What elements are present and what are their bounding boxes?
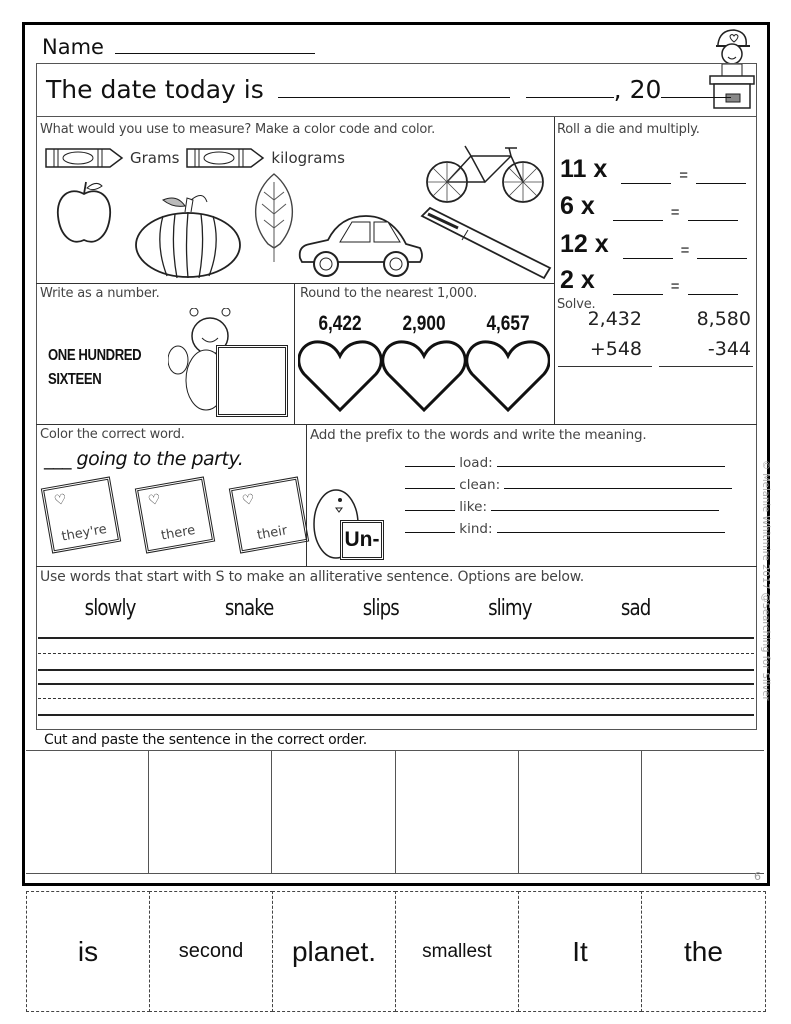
multiply-problems xyxy=(560,148,756,295)
addend-bottom: +548 xyxy=(589,338,642,360)
round-prompt: Round to the nearest 1,000. xyxy=(300,286,478,301)
cut-paste-prompt: Cut and paste the sentence in the correct order. xyxy=(44,732,367,748)
word-card[interactable] xyxy=(641,891,766,1012)
subtraction-problem xyxy=(659,308,753,367)
round-item xyxy=(466,312,550,416)
factor: 6 xyxy=(560,192,574,220)
heart-icon: ♡ xyxy=(52,491,68,510)
equals-sign: = xyxy=(670,204,680,221)
card-word: is xyxy=(77,935,99,967)
option-word: slips xyxy=(362,596,399,621)
clipboard-option[interactable] xyxy=(135,476,215,553)
writing-line[interactable] xyxy=(38,714,754,716)
card-word: planet. xyxy=(291,935,377,967)
color-word-prompt: Color the correct word. xyxy=(40,427,185,442)
name-row xyxy=(42,35,315,59)
option-word: slowly xyxy=(84,596,136,621)
prefix-row xyxy=(405,474,732,496)
name-field[interactable] xyxy=(115,53,315,54)
word-options xyxy=(40,596,695,621)
option-label: their xyxy=(255,523,289,544)
cut-out-cards xyxy=(26,891,766,1012)
crayon-icon[interactable] xyxy=(44,146,124,170)
answer-line[interactable] xyxy=(659,366,753,367)
page-number: 6 xyxy=(754,870,761,883)
multiply-row xyxy=(560,148,756,184)
grams-label: Grams xyxy=(130,149,180,167)
prefix-input[interactable] xyxy=(405,532,455,533)
bicycle-icon[interactable] xyxy=(425,138,545,206)
answer-input[interactable] xyxy=(697,258,747,259)
kilograms-label: kilograms xyxy=(271,149,345,167)
date-year-field[interactable] xyxy=(661,97,731,98)
option-word: slimy xyxy=(488,596,532,621)
writing-midline xyxy=(38,653,754,654)
clipboard-option[interactable] xyxy=(229,476,309,553)
write-number-prompt: Write as a number. xyxy=(40,286,160,301)
date-label: The date today is xyxy=(46,75,264,104)
color-word-sentence: ___ going to the party. xyxy=(44,448,244,470)
divider xyxy=(306,424,307,566)
number-words-line: ONE HUNDRED xyxy=(48,347,142,364)
copyright-notice xyxy=(758,460,772,740)
alliterative-prompt: Use words that start with S to make an alliterative sentence. Options are below. xyxy=(40,569,584,585)
writing-midline xyxy=(38,698,754,699)
car-icon[interactable] xyxy=(296,210,426,278)
paste-slot[interactable] xyxy=(396,751,519,873)
round-number: 6,422 xyxy=(318,312,362,335)
subtrahend: -344 xyxy=(707,338,751,360)
prefix-words xyxy=(405,452,732,540)
prefix-row xyxy=(405,452,732,474)
divider xyxy=(36,283,554,284)
copyright-text: © Melanie Whitmire 2017 @Searching for Silver xyxy=(760,460,771,701)
times-sign: x xyxy=(594,230,609,258)
divider xyxy=(294,283,295,424)
prefix-input[interactable] xyxy=(405,488,455,489)
equals-sign: = xyxy=(679,167,689,184)
times-sign: x xyxy=(580,266,595,294)
solve-prompt: Solve. xyxy=(557,297,596,312)
heart-icon: ♡ xyxy=(240,491,256,510)
times-sign: x xyxy=(593,155,608,183)
multiply-row xyxy=(560,221,756,259)
round-item xyxy=(298,312,382,416)
marker-icon[interactable] xyxy=(418,206,554,280)
prefix-prompt: Add the prefix to the words and write the meaning. xyxy=(310,427,647,443)
paste-slot[interactable] xyxy=(519,751,642,873)
meaning-input[interactable] xyxy=(504,488,732,489)
card-word: It xyxy=(572,935,588,967)
base-word: kind: xyxy=(459,521,493,537)
option-word: snake xyxy=(224,596,274,621)
factor: 2 xyxy=(560,266,574,294)
round-number: 4,657 xyxy=(486,312,530,335)
writing-line[interactable] xyxy=(38,669,754,671)
word-card[interactable] xyxy=(272,891,396,1012)
paste-slot[interactable] xyxy=(149,751,272,873)
meaning-input[interactable] xyxy=(497,532,725,533)
factor: 11 xyxy=(560,155,587,183)
addend-top: 2,432 xyxy=(587,308,642,330)
times-sign: x xyxy=(580,192,595,220)
word-card[interactable] xyxy=(149,891,273,1012)
divider xyxy=(554,117,555,424)
color-code-legend xyxy=(44,146,345,170)
word-card[interactable] xyxy=(395,891,519,1012)
apple-icon[interactable] xyxy=(52,178,116,250)
product-input[interactable] xyxy=(613,294,663,295)
product-input[interactable] xyxy=(623,258,673,259)
writing-line[interactable] xyxy=(38,637,754,639)
factor: 12 xyxy=(560,230,588,258)
writing-line[interactable] xyxy=(38,683,754,685)
round-problems xyxy=(298,312,554,416)
answer-input[interactable] xyxy=(688,294,738,295)
paste-slot[interactable] xyxy=(642,751,764,873)
heart-icon[interactable] xyxy=(466,336,550,412)
multiply-row xyxy=(560,184,756,221)
word-card[interactable] xyxy=(26,891,150,1012)
prefix-row xyxy=(405,518,732,540)
base-word: like: xyxy=(459,499,487,515)
card-word: smallest xyxy=(422,940,492,962)
card-word: second xyxy=(178,940,244,962)
word-card[interactable] xyxy=(518,891,642,1012)
clipboard-option[interactable] xyxy=(41,476,121,553)
date-row xyxy=(36,63,757,117)
answer-input[interactable] xyxy=(696,183,746,184)
leaf-icon[interactable] xyxy=(248,172,300,264)
answer-line[interactable] xyxy=(558,366,652,367)
prefix-row xyxy=(405,496,732,518)
number-words-line: SIXTEEN xyxy=(48,371,102,388)
round-number: 2,900 xyxy=(402,312,446,335)
paste-slot[interactable] xyxy=(26,751,149,873)
number-words xyxy=(48,344,141,392)
number-answer-box[interactable] xyxy=(216,345,288,417)
divider xyxy=(36,424,757,425)
date-month-field[interactable] xyxy=(278,97,510,98)
answer-input[interactable] xyxy=(688,220,738,221)
card-word: the xyxy=(684,935,723,967)
multiply-prompt: Roll a die and multiply. xyxy=(557,122,700,137)
option-label: there xyxy=(159,522,197,544)
meaning-input[interactable] xyxy=(491,510,719,511)
prefix-input[interactable] xyxy=(405,510,455,511)
crayon-icon[interactable] xyxy=(185,146,265,170)
heart-icon[interactable] xyxy=(298,336,382,412)
multiply-row xyxy=(560,259,756,295)
prefix-card: Un- xyxy=(340,520,384,560)
heart-icon: ♡ xyxy=(146,491,162,510)
prefix-input[interactable] xyxy=(405,466,455,467)
date-day-field[interactable] xyxy=(526,97,614,98)
option-word: sad xyxy=(620,596,651,621)
name-label: Name xyxy=(42,35,104,59)
pumpkin-icon[interactable] xyxy=(133,190,243,280)
heart-icon[interactable] xyxy=(382,336,466,412)
base-word: load: xyxy=(459,455,493,471)
paste-slots xyxy=(26,750,764,874)
round-item xyxy=(382,312,466,416)
product-input[interactable] xyxy=(621,183,671,184)
option-label: they're xyxy=(60,521,108,545)
equals-sign: = xyxy=(670,278,680,295)
meaning-input[interactable] xyxy=(497,466,725,467)
paste-slot[interactable] xyxy=(272,751,395,873)
word-options xyxy=(46,482,304,548)
measure-prompt: What would you use to measure? Make a color code and color. xyxy=(40,122,436,137)
product-input[interactable] xyxy=(613,220,663,221)
base-word: clean: xyxy=(459,477,501,493)
minuend: 8,580 xyxy=(696,308,751,330)
addition-problem xyxy=(558,308,652,367)
date-year-prefix: , 20 xyxy=(613,75,662,104)
equals-sign: = xyxy=(680,242,690,259)
divider xyxy=(36,566,757,567)
